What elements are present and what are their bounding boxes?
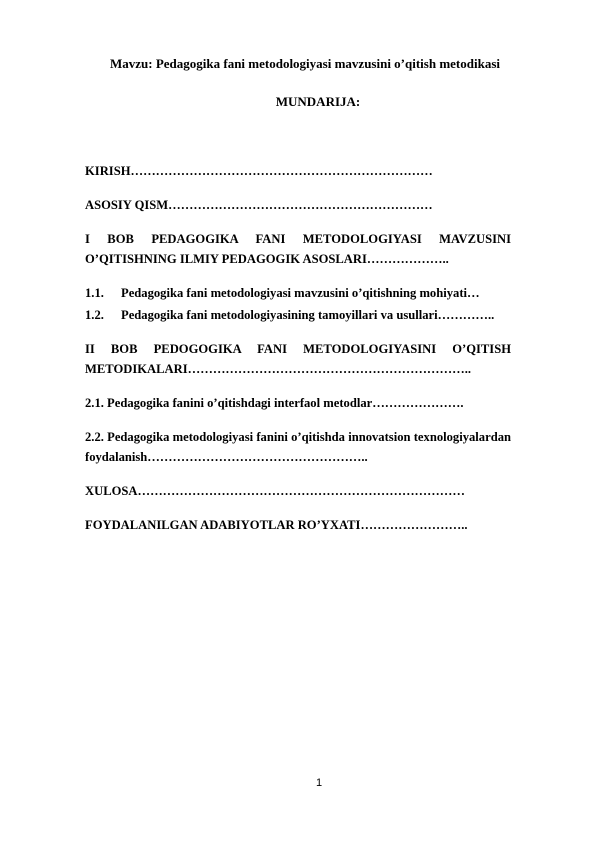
toc-entry-chapter-2: II BOB PEDOGOGIKA FANI METODOLOGIYASINI O’QITISH METODIKALARI………………………………………………………….. xyxy=(85,342,511,376)
section-number: 1.1. xyxy=(85,286,104,300)
toc-entry-section-2-2: 2.2. Pedagogika metodologiyasi fanini o’qitishda innovatsion texnologiyalardan foydalanish…………………………………………….. xyxy=(85,430,511,464)
section-title: Pedagogika fani metodologiyasining tamoyillari va usullari………….. xyxy=(121,308,495,322)
toc-entry-section-2-1: 2.1. Pedagogika fanini o’qitishdagi interfaol metodlar…………………. xyxy=(85,396,464,410)
toc-entry-section-1-1 xyxy=(85,283,511,303)
toc-entry-adabiyotlar: FOYDALANILGAN ADABIYOTLAR RO’YXATI…………………….. xyxy=(85,518,468,532)
section-number: 1.2. xyxy=(85,308,104,322)
toc-entry-chapter-1: I BOB PEDAGOGIKA FANI METODOLOGIYASI MAVZUSINI O’QITISHNING ILMIY PEDAGOGIK ASOSLARI……………….. xyxy=(85,232,511,266)
toc-entry-section-1-2 xyxy=(85,305,511,325)
table-of-contents xyxy=(85,161,511,549)
toc-entry-kirish: KIRISH……………………………………………………………… xyxy=(85,164,433,178)
toc-heading: MUNDARIJA: xyxy=(275,94,361,109)
document-title: Mavzu: Pedagogika fani metodologiyasi mavzusini o’qitish metodikasi xyxy=(109,56,501,71)
toc-entry-xulosa: XULOSA…………………………………………………………………… xyxy=(85,484,465,498)
section-title: Pedagogika fani metodologiyasi mavzusini o’qitishning mohiyati… xyxy=(121,286,480,300)
page-number: 1 xyxy=(315,777,323,789)
toc-entry-asosiy-qism: ASOSIY QISM……………………………………………………… xyxy=(85,198,433,212)
